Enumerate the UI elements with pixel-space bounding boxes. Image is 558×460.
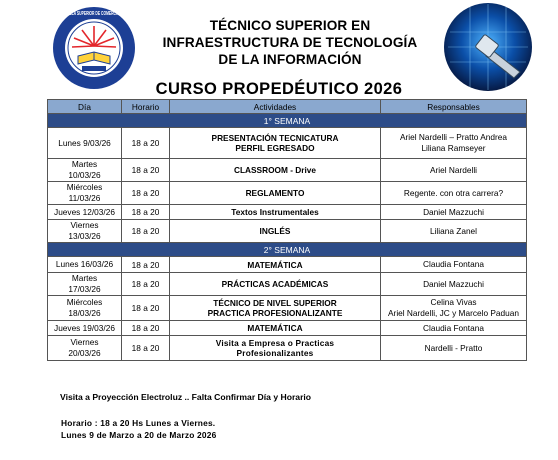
row-time: 18 a 20 bbox=[122, 205, 170, 220]
table-row bbox=[48, 321, 527, 336]
row-activity: PRÁCTICAS ACADÉMICAS bbox=[170, 273, 381, 296]
row-day bbox=[48, 336, 122, 361]
day-line: 18/03/26 bbox=[68, 308, 101, 318]
row-activity bbox=[170, 336, 381, 361]
row-time: 18 a 20 bbox=[122, 182, 170, 205]
row-time: 18 a 20 bbox=[122, 220, 170, 243]
row-activity: REGLAMENTO bbox=[170, 182, 381, 205]
program-title bbox=[140, 17, 440, 68]
activity-line: Visita a Empresa o Practicas bbox=[215, 338, 335, 348]
row-responsible: Claudia Fontana bbox=[381, 321, 527, 336]
schedule-table bbox=[47, 99, 527, 361]
title-line-1: TÉCNICO SUPERIOR EN bbox=[209, 18, 371, 33]
row-day: Jueves 19/03/26 bbox=[48, 321, 122, 336]
school-logo-text: ESCUELA SUPERIOR DE COMERCIO N°43 bbox=[60, 11, 129, 17]
table-row bbox=[48, 336, 527, 361]
table-header-row bbox=[48, 100, 527, 114]
row-day: Lunes 9/03/26 bbox=[48, 128, 122, 159]
row-activity bbox=[170, 128, 381, 159]
row-time: 18 a 20 bbox=[122, 321, 170, 336]
row-time: 18 a 20 bbox=[122, 128, 170, 159]
activity-line: PERFIL EGRESADO bbox=[235, 143, 315, 153]
header-responsible: Responsables bbox=[381, 100, 527, 114]
day-line: Viernes bbox=[70, 220, 99, 230]
table-row bbox=[48, 273, 527, 296]
header-activities: Actividades bbox=[170, 100, 381, 114]
network-cable-image bbox=[440, 2, 536, 92]
activity-line: PRACTICA PROFESIONALIZANTE bbox=[207, 308, 343, 318]
row-responsible: Daniel Mazzuchi bbox=[381, 205, 527, 220]
row-responsible: Liliana Zanel bbox=[381, 220, 527, 243]
row-responsible: Ariel Nardelli bbox=[381, 159, 527, 182]
row-day bbox=[48, 273, 122, 296]
row-day bbox=[48, 220, 122, 243]
table-row bbox=[48, 159, 527, 182]
row-activity: CLASSROOM - Drive bbox=[170, 159, 381, 182]
table-row bbox=[48, 220, 527, 243]
row-time: 18 a 20 bbox=[122, 159, 170, 182]
row-time: 18 a 20 bbox=[122, 336, 170, 361]
row-time: 18 a 20 bbox=[122, 273, 170, 296]
row-responsible: Nardelli - Pratto bbox=[381, 336, 527, 361]
title-line-2: INFRAESTRUCTURA DE TECNOLOGÍA bbox=[162, 35, 418, 50]
row-day: Lunes 16/03/26 bbox=[48, 257, 122, 273]
row-activity bbox=[170, 296, 381, 321]
day-line: 11/03/26 bbox=[68, 193, 101, 203]
row-day bbox=[48, 159, 122, 182]
week-1-label: 1° SEMANA bbox=[48, 114, 527, 128]
responsible-line: Ariel Nardelli – Pratto Andrea bbox=[400, 132, 507, 142]
day-line: Martes bbox=[71, 159, 98, 169]
row-time: 18 a 20 bbox=[122, 257, 170, 273]
row-day bbox=[48, 296, 122, 321]
day-line: 17/03/26 bbox=[68, 284, 101, 294]
day-line: 13/03/26 bbox=[68, 231, 101, 241]
activity-line: TÉCNICO DE NIVEL SUPERIOR bbox=[213, 298, 337, 308]
week-2-label: 2° SEMANA bbox=[48, 243, 527, 257]
visit-note: Visita a Proyección Electroluz .. Falta Confirmar Día y Horario bbox=[60, 392, 312, 402]
table-row bbox=[48, 205, 527, 220]
school-logo bbox=[52, 6, 136, 90]
day-line: Miércoles bbox=[66, 182, 103, 192]
header-time: Horario bbox=[122, 100, 170, 114]
row-activity: Textos Instrumentales bbox=[170, 205, 381, 220]
week-1-row bbox=[48, 114, 527, 128]
day-line: 10/03/26 bbox=[68, 170, 101, 180]
table-row bbox=[48, 128, 527, 159]
course-title: CURSO PROPEDÉUTICO 2026 bbox=[155, 80, 403, 98]
row-day: Jueves 12/03/26 bbox=[48, 205, 122, 220]
day-line: Viernes bbox=[70, 337, 99, 347]
row-responsible: Daniel Mazzuchi bbox=[381, 273, 527, 296]
row-responsible: Claudia Fontana bbox=[381, 257, 527, 273]
row-responsible bbox=[381, 296, 527, 321]
responsible-line: Liliana Ramseyer bbox=[421, 143, 486, 153]
day-line: Martes bbox=[71, 273, 98, 283]
day-line: 20/03/26 bbox=[68, 348, 101, 358]
activity-line: Profesionalizantes bbox=[236, 348, 314, 358]
row-time: 18 a 20 bbox=[122, 296, 170, 321]
table-row bbox=[48, 257, 527, 273]
row-activity: MATEMÁTICA bbox=[170, 257, 381, 273]
footer-hours: Horario : 18 a 20 Hs Lunes a Viernes. bbox=[61, 418, 216, 428]
responsible-line: Ariel Nardelli, JC y Marcelo Paduan bbox=[388, 308, 519, 318]
day-line: Miércoles bbox=[66, 297, 103, 307]
activity-line: PRESENTACIÓN TECNICATURA bbox=[211, 133, 339, 143]
footer-dates: Lunes 9 de Marzo a 20 de Marzo 2026 bbox=[61, 430, 217, 440]
schedule-footer bbox=[61, 417, 216, 441]
table-row bbox=[48, 182, 527, 205]
week-2-row bbox=[48, 243, 527, 257]
table-row bbox=[48, 296, 527, 321]
title-line-3: DE LA INFORMACIÓN bbox=[218, 52, 362, 67]
row-activity: MATEMÁTICA bbox=[170, 321, 381, 336]
row-responsible bbox=[381, 128, 527, 159]
responsible-line: Celina Vivas bbox=[430, 297, 477, 307]
row-day bbox=[48, 182, 122, 205]
header-day: Día bbox=[48, 100, 122, 114]
row-responsible: Regente. con otra carrera? bbox=[381, 182, 527, 205]
row-activity: INGLÉS bbox=[170, 220, 381, 243]
